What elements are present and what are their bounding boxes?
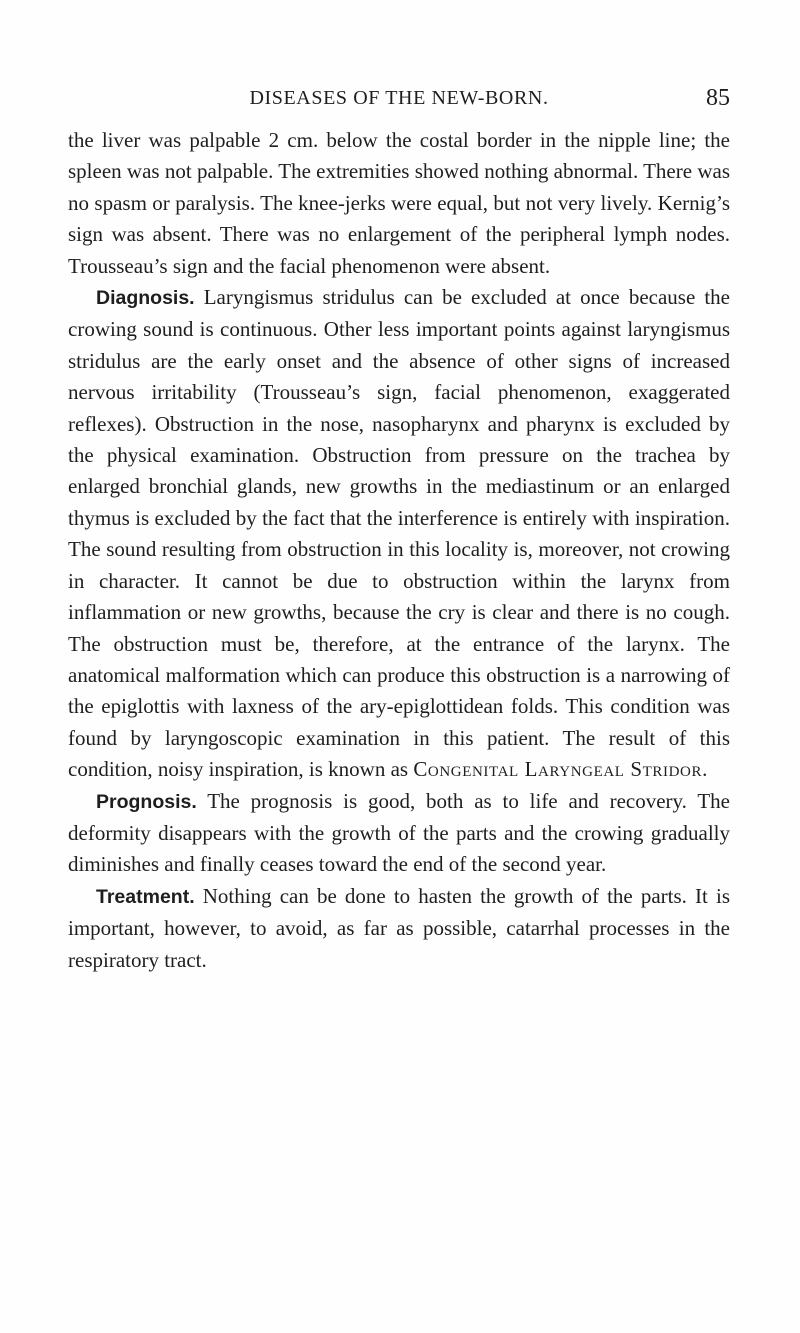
term-congenital-laryngeal-stridor: Congenital Laryngeal Stridor (413, 757, 703, 782)
page-number: 85 (706, 85, 730, 111)
body-text (68, 125, 730, 976)
treatment-heading: Treatment. (96, 885, 195, 908)
paragraph-text: The prognosis is good, both as to life and recovery. The deformity disappears with the growth of the parts and the crowing gradually diminishes and finally ceases toward the end of the second year. (68, 788, 730, 877)
paragraph-text: Laryngismus stridulus can be excluded at once because the crowing sound is continuous. Other less important points against laryngismus stridulus are the early onset and the absence of other signs of increased nervous irritability (Trousseau’s sign, facial phenomenon, exaggerated reflexes). Obstruction in the nose, nasopharynx and pharynx is excluded by the physical examination. Obstruction from pressure on the trachea by enlarged bronchial glands, new growths in the mediastinum or an enlarged thymus is excluded by the fact that the interference is entirely with inspiration. The sound resulting from obstruction in this locality is, moreover, not crowing in character. It cannot be due to obstruction within the larynx from inflammation or new growths, because the cry is clear and there is no cough. The obstruction must be, therefore, at the entrance of the larynx. The anatomical malformation which can produce this obstruction is a narrowing of the epiglottis with laxness of the ary-epiglottidean folds. This condition was found by laryngoscopic examination in this patient. The result of this condition, noisy inspiration, is known as (68, 285, 731, 782)
paragraph-examination-findings (68, 125, 730, 282)
paragraph-prognosis (68, 786, 730, 881)
prognosis-heading: Prognosis. (96, 790, 197, 813)
running-title: DISEASES OF THE NEW-BORN. (249, 87, 549, 109)
paragraph-treatment (68, 881, 730, 976)
paragraph-text: Nothing can be done to hasten the growth of the parts. It is important, however, to avoid, as far as possible, catarrhal processes in the respiratory tract. (68, 883, 730, 972)
paragraph-diagnosis (68, 282, 730, 786)
paragraph-text: the liver was palpable 2 cm. below the costal border in the nipple line; the spleen was not palpable. The extremities showed nothing abnormal. There was no spasm or paralysis. The knee-jerks were equal, but not very lively. Kernig’s sign was absent. There was no enlargement of the peripheral lymph nodes. Trousseau’s sign and the facial phenomenon were absent. (68, 128, 730, 278)
diagnosis-heading: Diagnosis. (96, 287, 195, 310)
paragraph-tail: . (702, 757, 708, 782)
running-head (68, 84, 730, 116)
